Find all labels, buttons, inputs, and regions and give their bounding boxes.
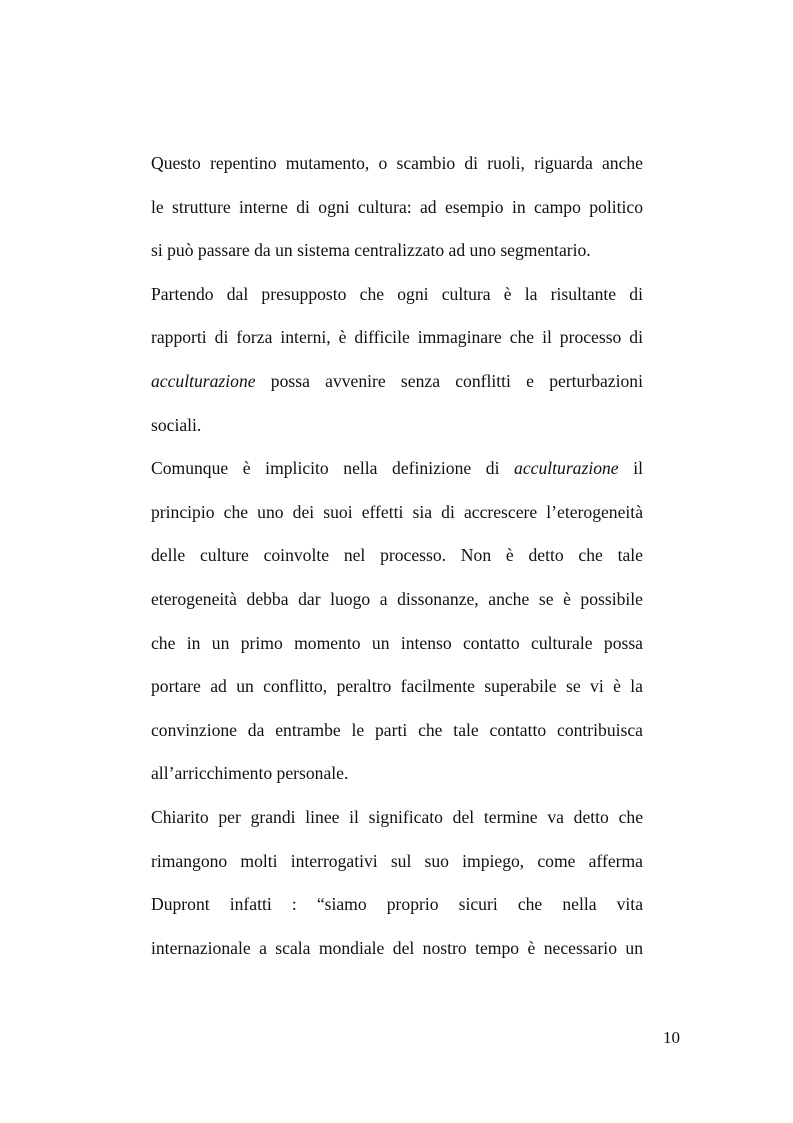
text-line <box>151 491 643 535</box>
text-line <box>151 840 643 884</box>
text-segment: sociali. <box>151 414 202 435</box>
text-line <box>151 316 643 360</box>
text-segment: possa avvenire senza conflitti e perturbazioni <box>255 370 643 391</box>
text-segment: Questo repentino mutamento, o scambio di ruoli, riguarda anche <box>151 153 643 173</box>
text-line <box>151 229 643 273</box>
text-segment: portare ad un conflitto, peraltro facilmente superabile se vi è la <box>151 676 643 697</box>
paragraph <box>151 142 643 273</box>
text-line <box>151 665 643 709</box>
text-line <box>151 796 643 840</box>
text-segment: Comunque è implicito nella definizione di <box>151 458 515 479</box>
text-line <box>151 927 643 971</box>
text-segment: le strutture interne di ogni cultura: ad esempio in campo politico <box>151 196 643 217</box>
page-number: 10 <box>663 1028 680 1047</box>
body-text <box>151 142 643 970</box>
text-line <box>151 709 643 753</box>
text-segment: si può passare da un sistema centralizzato ad uno segmentario. <box>151 240 591 261</box>
italic-term: acculturazione <box>151 370 256 391</box>
text-segment: eterogeneità debba dar luogo a dissonanze, anche se è possibile <box>151 588 643 609</box>
text-segment: all’arricchimento personale. <box>151 763 349 784</box>
text-segment: rimangono molti interrogativi sul suo impiego, come afferma <box>151 850 643 871</box>
text-segment: delle culture coinvolte nel processo. Non è detto che tale <box>151 545 643 566</box>
text-line <box>151 578 643 622</box>
text-segment: che in un primo momento un intenso contatto culturale possa <box>151 632 643 653</box>
text-segment: principio che uno dei suoi effetti sia di accrescere l’eterogeneità <box>151 501 643 522</box>
text-line <box>151 360 643 404</box>
text-line <box>151 142 643 186</box>
text-segment: Dupront infatti : “siamo proprio sicuri che nella vita <box>151 894 643 915</box>
text-line <box>151 622 643 666</box>
text-line <box>151 752 643 796</box>
text-line <box>151 186 643 230</box>
paragraph <box>151 447 643 796</box>
text-segment: il <box>618 458 643 479</box>
italic-term: acculturazione <box>514 458 619 479</box>
text-line <box>151 883 643 927</box>
text-segment: Chiarito per grandi linee il significato del termine va detto che <box>151 806 643 827</box>
text-line <box>151 447 643 491</box>
text-segment: Partendo dal presupposto che ogni cultura è la risultante di <box>151 283 643 304</box>
text-segment: rapporti di forza interni, è difficile immaginare che il processo di <box>151 327 643 348</box>
text-line <box>151 404 643 448</box>
paragraph <box>151 796 643 970</box>
text-segment: internazionale a scala mondiale del nostro tempo è necessario un <box>151 937 643 958</box>
text-line <box>151 534 643 578</box>
text-segment: convinzione da entrambe le parti che tale contatto contribuisca <box>151 719 643 740</box>
text-line <box>151 273 643 317</box>
paragraph <box>151 273 643 447</box>
